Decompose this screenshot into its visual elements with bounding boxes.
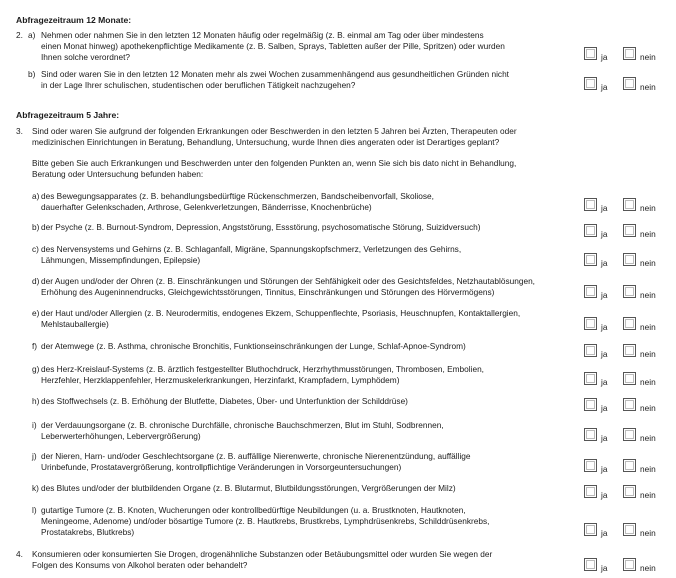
item-label: a)	[32, 191, 40, 201]
yes-checkbox[interactable]	[584, 558, 597, 571]
yes-checkbox[interactable]	[584, 224, 597, 237]
yes-checkbox[interactable]	[584, 253, 597, 266]
no-checkbox[interactable]	[623, 285, 636, 298]
yes-checkbox[interactable]	[584, 459, 597, 472]
item-label: k)	[32, 483, 39, 493]
item-label: c)	[32, 244, 39, 254]
no-label: nein	[640, 490, 656, 500]
no-checkbox[interactable]	[623, 253, 636, 266]
no-label: nein	[640, 52, 656, 62]
no-checkbox[interactable]	[623, 558, 636, 571]
item-label: b)	[32, 222, 40, 232]
yes-label: ja	[601, 82, 608, 92]
item-label: h)	[32, 396, 40, 406]
no-checkbox[interactable]	[623, 224, 636, 237]
no-label: nein	[640, 349, 656, 359]
no-label: nein	[640, 433, 656, 443]
no-label: nein	[640, 563, 656, 573]
question-text: Konsumieren oder konsumierten Sie Drogen, drogenähnliche Substanzen oder Betäubungsmittel oder wurden Sie wegen der Folgen des Konsums von Alkohol beraten oder behandelt?	[32, 549, 493, 570]
no-label: nein	[640, 322, 656, 332]
question-text: Sind oder waren Sie aufgrund der folgenden Erkrankungen oder Beschwerden in den letzten 5 Jahren bei Ärzten, Therapeuten oder medizinischen Einrichtungen in Beratung, Behandlung, Untersuchung, wurde Ihnen dies angeraten oder ist Derartiges geplant?	[32, 126, 517, 147]
item-text: der Augen und/oder der Ohren (z. B. Einschränkungen und Störungen der Sehfähigkeit oder des Gesichtsfeldes, Netzhautablösungen, Erhöhung des Augeninnendrucks, Gleichgewichtsstörungen, Tinnitus, Einschränkungen und Störungen des Hörvermögens)	[41, 276, 535, 297]
no-label: nein	[640, 82, 656, 92]
question-text: Nehmen oder nahmen Sie in den letzten 12 Monaten häufig oder regelmäßig (z. B. einmal am Tag oder über mindestens einen Monat hinweg) apothekenpflichtige Medikamente (z. B. Salben, Sprays, Tabletten außer der Pille, Spritzen) oder wurden Ihnen solche verordnet?	[41, 30, 505, 62]
yes-label: ja	[601, 528, 608, 538]
question-number: 3.	[16, 126, 23, 136]
yes-label: ja	[601, 464, 608, 474]
no-label: nein	[640, 290, 656, 300]
item-text: des Nervensystems und Gehirns (z. B. Schlaganfall, Migräne, Spannungskopfschmerz, Verletzungen des Gehirns, Lähmungen, Missempfindungen, Epilepsie)	[41, 244, 462, 265]
yes-label: ja	[601, 52, 608, 62]
item-text: der Nieren, Harn- und/oder Geschlechtsorgane (z. B. auffällige Nierenwerte, chronische Nierenentzündung, auffällige Urinbefunde, Prostatavergrößerung, kontrollpflichtige Veränderungen in Vorsorgeuntersuchungen)	[41, 451, 471, 472]
yes-label: ja	[601, 203, 608, 213]
yes-label: ja	[601, 349, 608, 359]
no-label: nein	[640, 229, 656, 239]
yes-checkbox[interactable]	[584, 198, 597, 211]
item-label: i)	[32, 420, 37, 430]
no-checkbox[interactable]	[623, 344, 636, 357]
yes-label: ja	[601, 229, 608, 239]
yes-checkbox[interactable]	[584, 523, 597, 536]
yes-label: ja	[601, 322, 608, 332]
yes-checkbox[interactable]	[584, 428, 597, 441]
yes-checkbox[interactable]	[584, 344, 597, 357]
no-label: nein	[640, 258, 656, 268]
question-label: b)	[28, 69, 36, 79]
no-label: nein	[640, 464, 656, 474]
item-text: des Herz-Kreislauf-Systems (z. B. ärztlich festgestellter Bluthochdruck, Herzrhythmusstörungen, Thrombosen, Embolien, Herzfehler, Herzklappenfehler, Herzmuskelerkrankungen, Herzinfarkt, Krampfadern, Lymphödem)	[41, 364, 484, 385]
no-checkbox[interactable]	[623, 459, 636, 472]
question-text: Sind oder waren Sie in den letzten 12 Monaten mehr als zwei Wochen zusammenhängend aus gesundheitlichen Gründen nicht in der Lage Ihrer schulischen, studentischen oder beruflichen Tätigkeit nachzugehen?	[41, 69, 509, 90]
yes-checkbox[interactable]	[584, 77, 597, 90]
item-label: g)	[32, 364, 40, 374]
item-text: des Blutes und/oder der blutbildenden Organe (z. B. Blutarmut, Blutbildungsstörungen, Vergrößerungen der Milz)	[41, 483, 456, 493]
question-label: a)	[28, 30, 36, 40]
yes-checkbox[interactable]	[584, 285, 597, 298]
item-label: f)	[32, 341, 38, 351]
yes-label: ja	[601, 377, 608, 387]
no-label: nein	[640, 377, 656, 387]
section-heading-12-months: Abfragezeitraum 12 Monate:	[16, 15, 132, 25]
yes-checkbox[interactable]	[584, 317, 597, 330]
item-text: der Verdauungsorgane (z. B. chronische Durchfälle, chronische Bauchschmerzen, Blut im Stuhl, Sodbrennen, Leberwerterhöhungen, Lebervergrößerung)	[41, 420, 444, 441]
question-number: 4.	[16, 549, 23, 559]
yes-checkbox[interactable]	[584, 398, 597, 411]
yes-label: ja	[601, 433, 608, 443]
yes-label: ja	[601, 403, 608, 413]
no-label: nein	[640, 528, 656, 538]
no-checkbox[interactable]	[623, 398, 636, 411]
item-text: der Psyche (z. B. Burnout-Syndrom, Depression, Angststörung, Essstörung, psychosomatische Störung, Suizidversuch)	[41, 222, 481, 232]
item-label: e)	[32, 308, 40, 318]
question-number: 2.	[16, 30, 23, 40]
no-label: nein	[640, 203, 656, 213]
yes-label: ja	[601, 490, 608, 500]
yes-label: ja	[601, 290, 608, 300]
item-text: gutartige Tumore (z. B. Knoten, Wucherungen oder kontrollbedürftige Neubildungen (u. a. Brustknoten, Hautknoten, Meningeome, Adenome) und/oder bösartige Tumore (z. B. Hautkrebs, Brustkrebs, Lymphdrüsenkrebs, Schilddrüsenkrebs, Prostatakrebs, Blutkrebs)	[41, 505, 490, 537]
no-checkbox[interactable]	[623, 47, 636, 60]
yes-label: ja	[601, 563, 608, 573]
item-label: l)	[32, 505, 37, 515]
yes-checkbox[interactable]	[584, 47, 597, 60]
no-checkbox[interactable]	[623, 485, 636, 498]
item-text: des Bewegungsapparates (z. B. behandlungsbedürftige Rückenschmerzen, Bandscheibenvorfall, Skoliose, dauerhafter Gelenkschaden, Arthrose, Gelenkverletzungen, Bänderrisse, Knochenbrüche)	[41, 191, 434, 212]
no-checkbox[interactable]	[623, 372, 636, 385]
item-text: der Haut und/oder Allergien (z. B. Neurodermitis, endogenes Ekzem, Schuppenflechte, Psoriasis, Heuschnupfen, Kontaktallergien, Mehlstauballergie)	[41, 308, 521, 329]
item-text: des Stoffwechsels (z. B. Erhöhung der Blutfette, Diabetes, Über- und Unterfunktion der Schilddrüse)	[41, 396, 408, 406]
yes-label: ja	[601, 258, 608, 268]
instruction-note: Bitte geben Sie auch Erkrankungen und Beschwerden unter den folgenden Punkten an, wenn Sie sich bis dato nicht in Behandlung, Beratung oder Untersuchung befunden haben:	[32, 158, 517, 179]
no-checkbox[interactable]	[623, 198, 636, 211]
yes-checkbox[interactable]	[584, 372, 597, 385]
yes-checkbox[interactable]	[584, 485, 597, 498]
item-label: j)	[32, 451, 37, 461]
no-label: nein	[640, 403, 656, 413]
no-checkbox[interactable]	[623, 523, 636, 536]
no-checkbox[interactable]	[623, 317, 636, 330]
no-checkbox[interactable]	[623, 428, 636, 441]
section-heading-5-years: Abfragezeitraum 5 Jahre:	[16, 110, 120, 120]
item-label: d)	[32, 276, 40, 286]
item-text: der Atemwege (z. B. Asthma, chronische Bronchitis, Funktionseinschränkungen der Lunge, Schlaf-Apnoe-Syndrom)	[41, 341, 466, 351]
no-checkbox[interactable]	[623, 77, 636, 90]
